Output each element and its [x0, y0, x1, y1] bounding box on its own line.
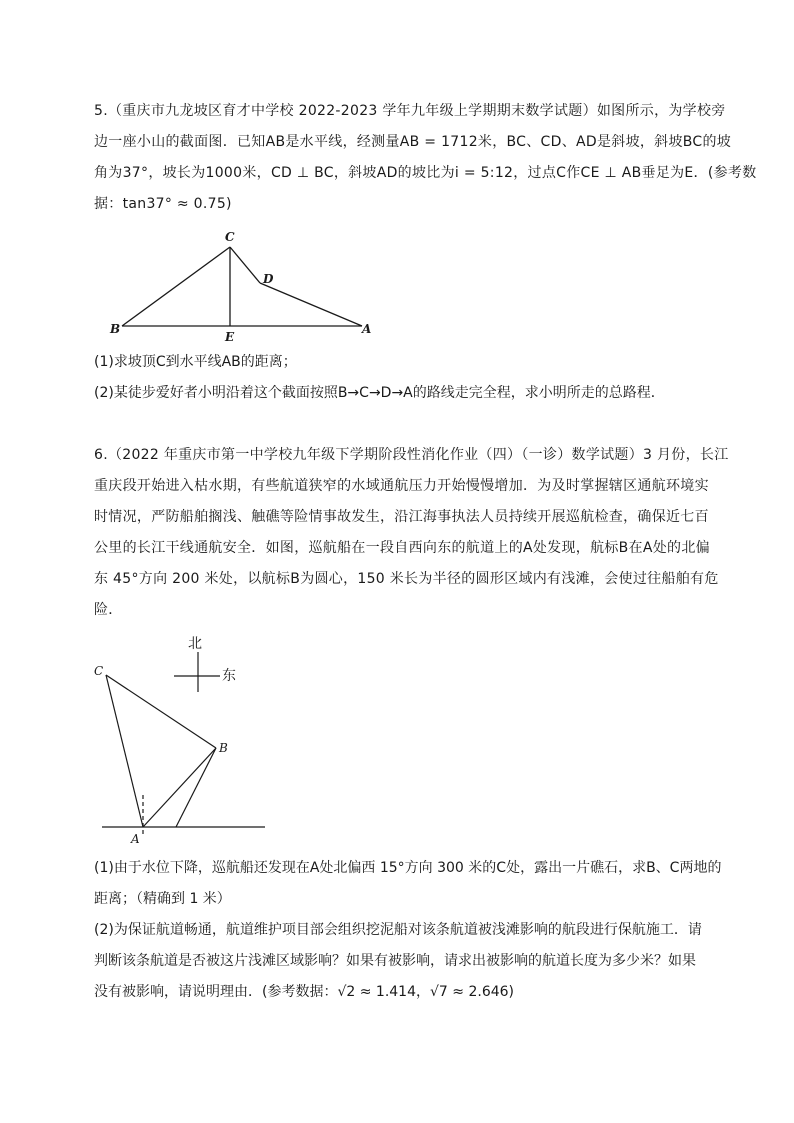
question-6-text: [94, 440, 729, 626]
question-5-text: [94, 96, 757, 220]
sub-question: (1)由于水位下降，巡航船还发现在A处北偏西 15°方向 300 米的C处，露出一片礁石，求B、C两地的: [94, 860, 722, 876]
label-a: A: [362, 322, 372, 336]
sub-question: 没有被影响，请说明理由．(参考数据：√2 ≈ 1.414，√7 ≈ 2.646): [94, 984, 514, 1000]
segment-cb: [106, 675, 216, 748]
segment-ab: [143, 748, 216, 827]
question-5-line: 据：tan37° ≈ 0.75): [94, 196, 232, 212]
sub-question: 距离；（精确到 1 米）: [94, 891, 231, 907]
question-6-line: 6.（2022 年重庆市第一中学校九年级下学期阶段性消化作业（四）（一诊）数学试题）3 月份，长江: [94, 447, 729, 463]
question-6-line: 公里的长江干线通航安全．如图，巡航船在一段自西向东的航道上的A处发现，航标B在A处的北偏: [94, 540, 710, 556]
segment-b-to-waterway: [176, 748, 216, 827]
question-6-sub-questions: [94, 853, 722, 1008]
question-5-line: 角为37°，坡长为1000米，CD ⊥ BC，斜坡AD的坡比为i = 5:12，过点C作CE ⊥ AB垂足为E．(参考数: [94, 165, 757, 181]
sub-question: (1)求坡顶C到水平线AB的距离；: [94, 354, 297, 370]
question-5-line: 5.（重庆市九龙坡区育才中学校 2022-2023 学年九年级上学期期末数学试题）如图所示，为学校旁: [94, 103, 726, 119]
question-6-line: 东 45°方向 200 米处，以航标B为圆心，150 米长为半径的圆形区域内有浅滩，会使过往船舶有危: [94, 571, 719, 587]
sub-question: 判断该条航道是否被这片浅滩区域影响？如果有被影响，请求出被影响的航道长度为多少米？如果: [94, 953, 696, 969]
question-6-figure: [90, 630, 280, 850]
slope-cd: [230, 247, 260, 283]
label-d: D: [263, 272, 274, 286]
label-east: 东: [222, 668, 236, 684]
slope-bc: [122, 247, 230, 326]
sub-question: (2)为保证航道畅通，航道维护项目部会组织挖泥船对该条航道被浅滩影响的航段进行保航施工．请: [94, 922, 702, 938]
label-north: 北: [188, 636, 202, 652]
compass-icon: [174, 652, 220, 692]
segment-ac: [106, 675, 143, 827]
sub-question: (2)某徒步爱好者小明沿着这个截面按照B→C→D→A的路线走完全程，求小明所走的总路程．: [94, 385, 665, 401]
question-6-line: 重庆段开始进入枯水期，有些航道狭窄的水域通航压力开始慢慢增加．为及时掌握辖区通航环境实: [94, 478, 709, 494]
question-6-line: 险．: [94, 602, 123, 618]
question-5-sub-questions: [94, 347, 714, 409]
label-c: C: [225, 230, 235, 244]
label-e: E: [225, 330, 235, 344]
label-b: B: [110, 322, 121, 336]
label-b: B: [219, 741, 228, 755]
label-c: C: [94, 664, 104, 678]
question-6-line: 时情况，严防船舶搁浅、触礁等险情事故发生，沿江海事执法人员持续开展巡航检查，确保近七百: [94, 509, 709, 525]
label-a: A: [131, 832, 140, 846]
question-5-line: 边一座小山的截面图．已知AB是水平线，经测量AB = 1712米，BC、CD、AD是斜坡，斜坡BC的坡: [94, 134, 732, 150]
question-5-figure: [100, 225, 390, 350]
slope-da: [260, 283, 362, 326]
